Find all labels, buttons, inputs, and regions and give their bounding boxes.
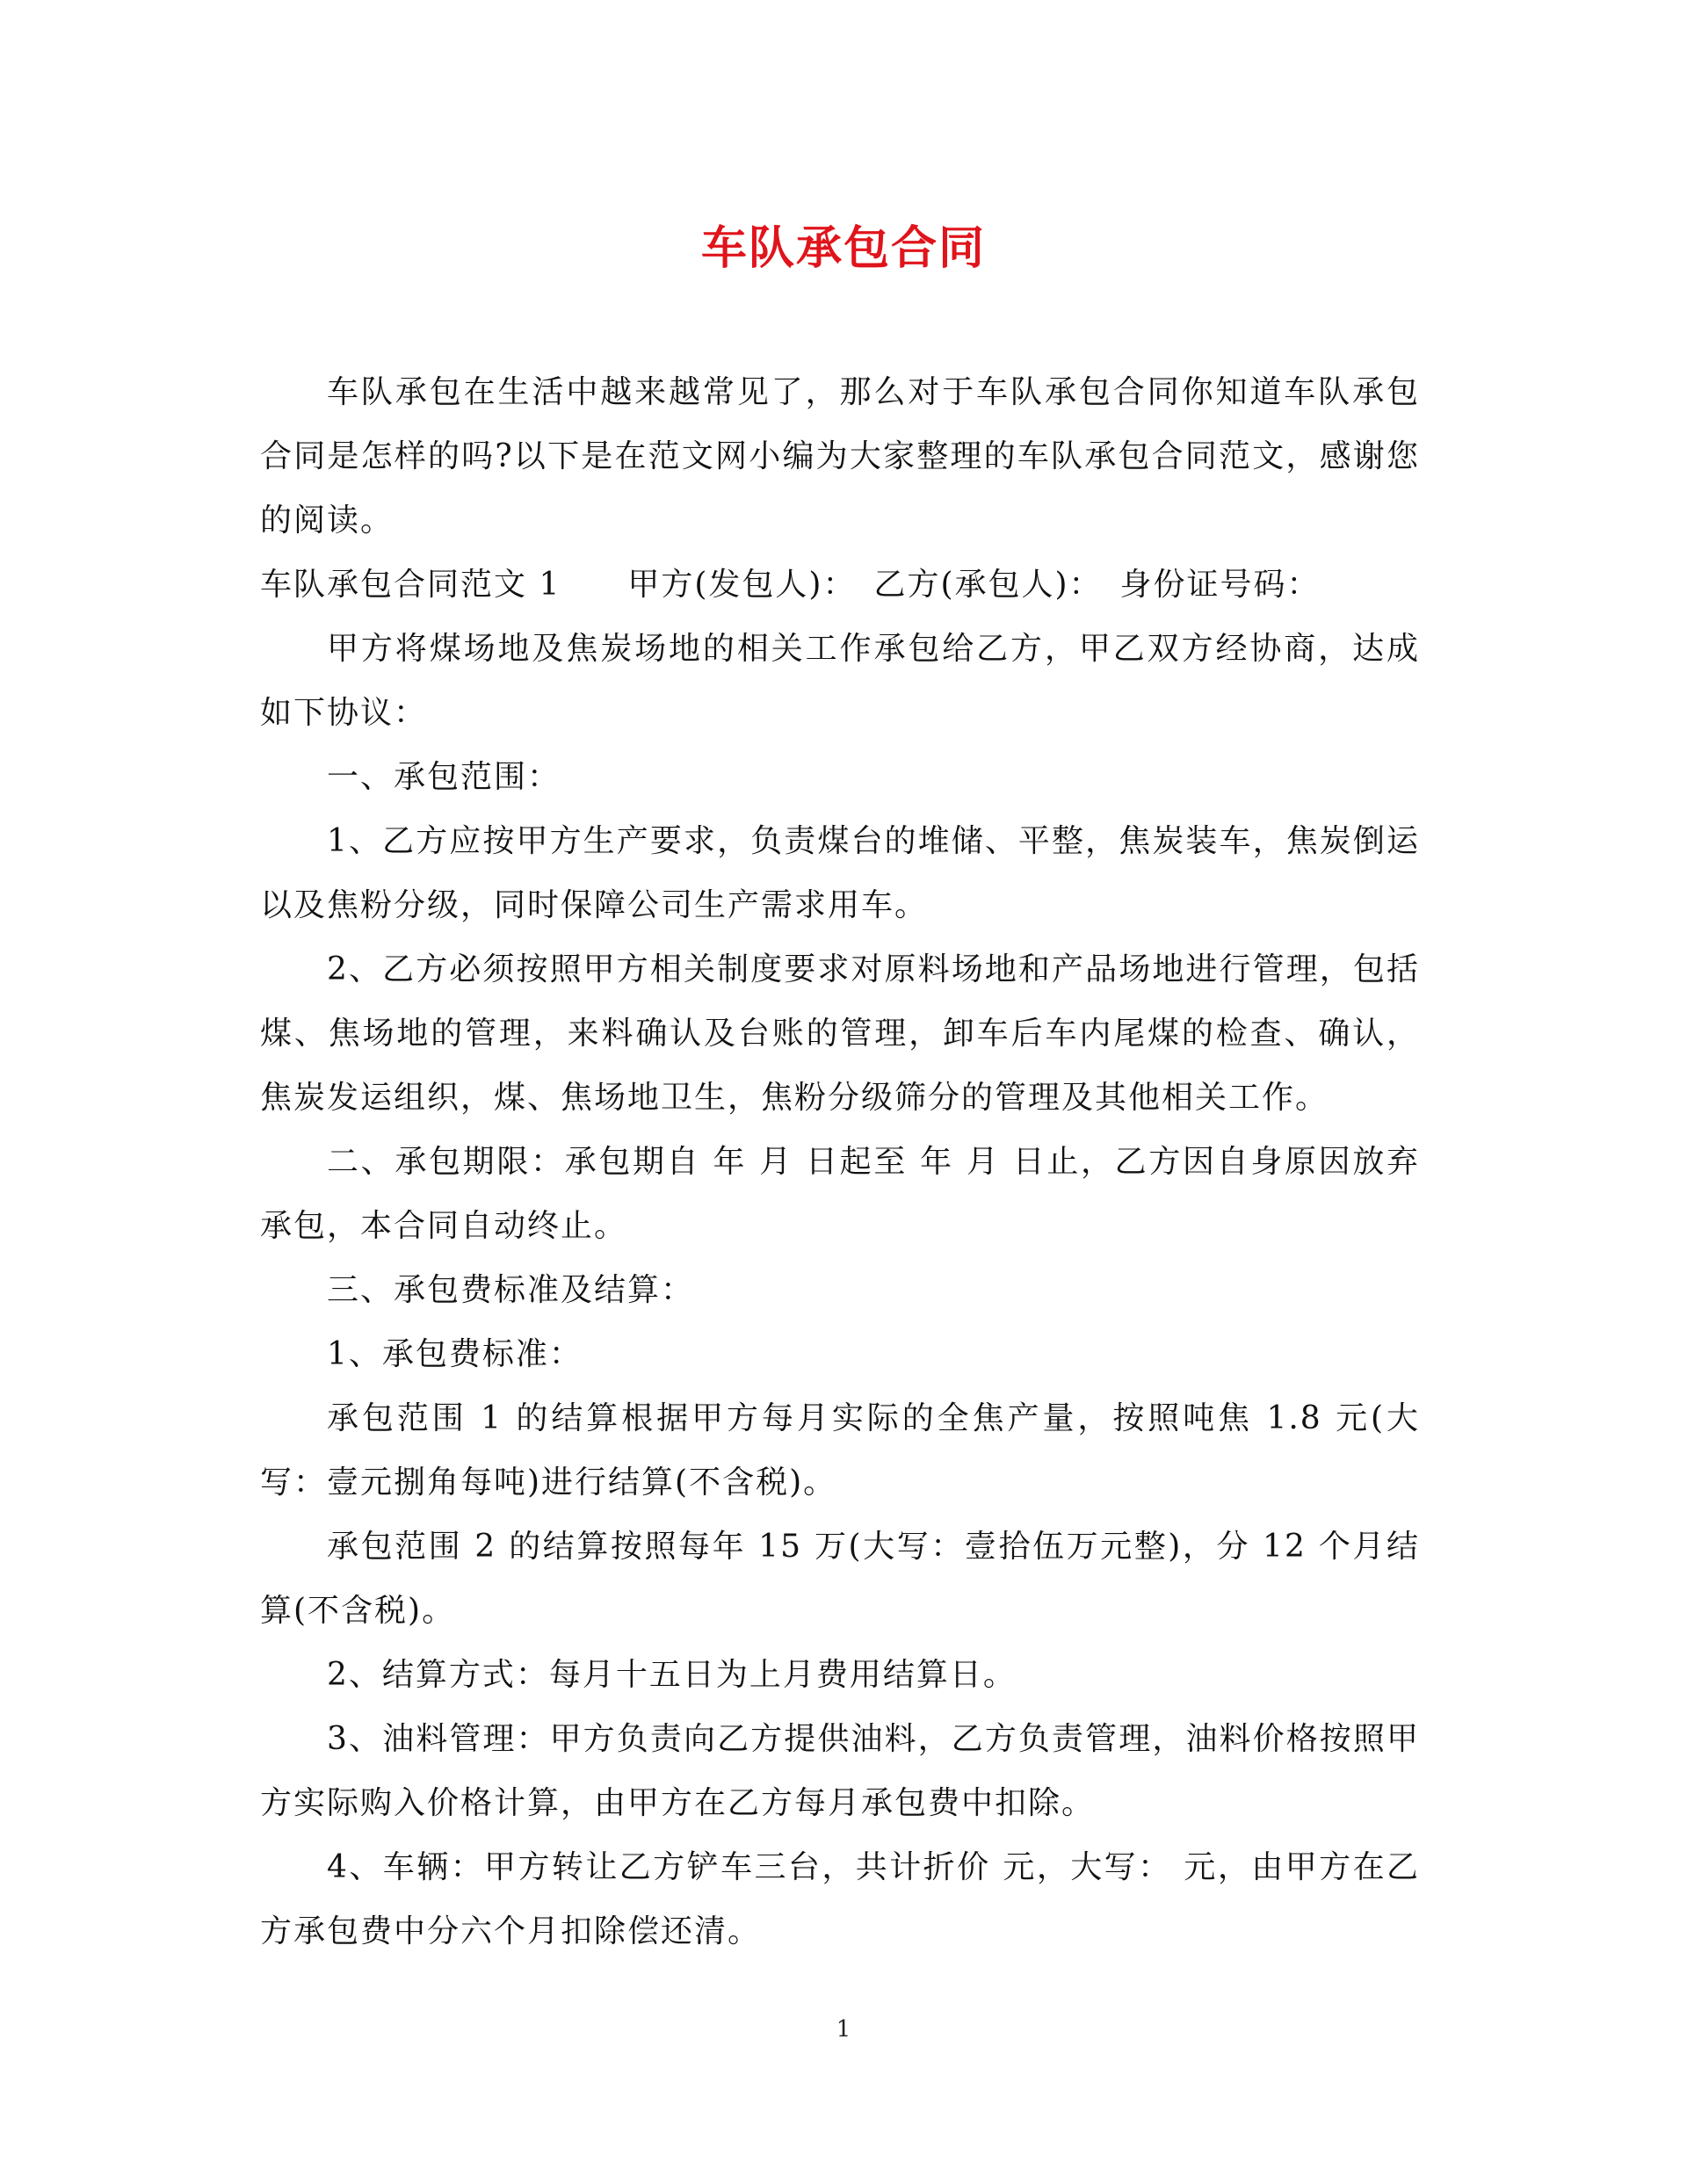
intro-paragraph: 车队承包在生活中越来越常见了，那么对于车队承包合同你知道车队承包合同是怎样的吗?以下是在范文网小编为大家整理的车队承包合同范文，感谢您的阅读。 (260, 374, 1420, 539)
section-heading-scope: 一、承包范围： (327, 759, 561, 795)
page-number: 1 (836, 2016, 851, 2043)
scope-item-2: 2、乙方必须按照甲方相关制度要求对原料场地和产品场地进行管理，包括煤、焦场地的管理，来料确认及台账的管理，卸车后车内尾煤的检查、确认，焦炭发运组织，煤、焦场地卫生，焦粉分级筛分的管理及其他相关工作。 (260, 951, 1420, 1116)
settlement-method: 2、结算方式：每月十五日为上月费用结算日。 (327, 1657, 1017, 1693)
fee-standard-heading: 1、承包费标准： (327, 1336, 583, 1372)
document-body (260, 360, 1420, 1963)
parties-line: 车队承包合同范文 1 甲方(发包人)： 乙方(承包人)： 身份证号码： (260, 567, 1321, 603)
fuel-management: 3、油料管理：甲方负责向乙方提供油料，乙方负责管理，油料价格按照甲方实际购入价格计算，由甲方在乙方每月承包费中扣除。 (260, 1721, 1420, 1821)
vehicle-clause: 4、车辆：甲方转让乙方铲车三台，共计折价 元，大写： 元，由甲方在乙方承包费中分六个月扣除偿还清。 (260, 1849, 1420, 1949)
agreement-paragraph: 甲方将煤场地及焦炭场地的相关工作承包给乙方，甲乙双方经协商，达成如下协议： (260, 631, 1420, 731)
fee-scope-2: 承包范围 2 的结算按照每年 15 万(大写：壹拾伍万元整)，分 12 个月结算(不含税)。 (260, 1529, 1420, 1629)
document-title: 车队承包合同 (700, 222, 986, 275)
section-heading-fees: 三、承包费标准及结算： (327, 1272, 695, 1308)
term-paragraph: 二、承包期限：承包期自 年 月 日起至 年 月 日止，乙方因自身原因放弃承包，本合同自动终止。 (260, 1144, 1420, 1244)
scope-item-1: 1、乙方应按甲方生产要求，负责煤台的堆储、平整，焦炭装车，焦炭倒运以及焦粉分级，同时保障公司生产需求用车。 (260, 823, 1420, 923)
fee-scope-1: 承包范围 1 的结算根据甲方每月实际的全焦产量，按照吨焦 1.8 元(大写：壹元捌角每吨)进行结算(不含税)。 (260, 1400, 1420, 1501)
